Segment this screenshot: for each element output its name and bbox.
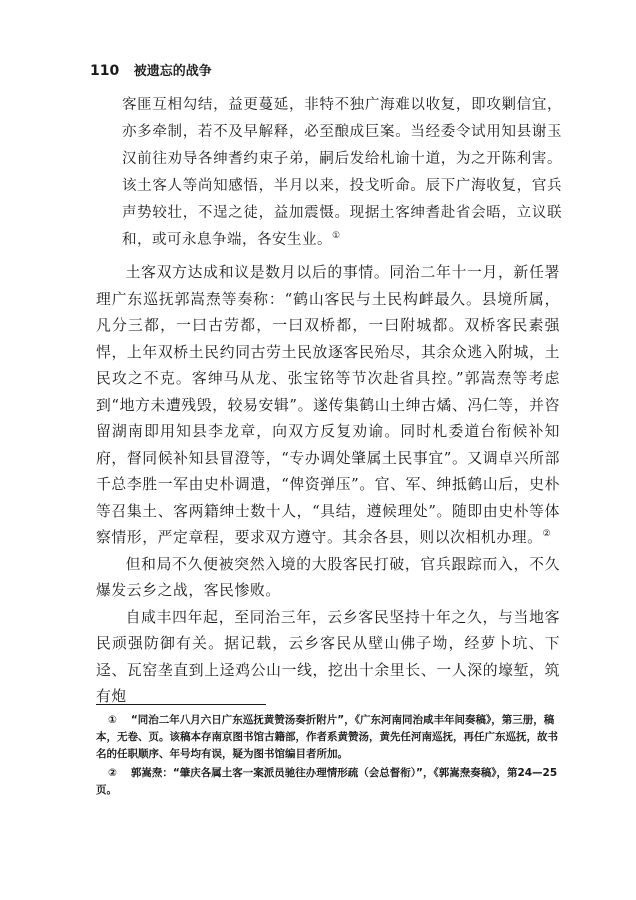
book-title: 被遗忘的战争 — [133, 64, 212, 79]
footnote-1-text: “同治二年八月六日广东巡抚黄赞汤奏折附片”，《广东河南同治咸丰年间奏稿》，第三册，稿本，无卷、页。该稿本存南京图书馆古籍部，作者系黄赞汤，黄先任河南巡抚，再任广东巡抚，故书名的任职顺序、年号均有误，疑为图书馆编目者所加。 — [96, 714, 558, 760]
paragraph-2-text: 但和局不久便被突然入境的大股客民打破，官兵跟踪而入，不久爆发云乡之战，客民惨败。 — [96, 555, 560, 599]
footnote-1 — [96, 712, 560, 763]
footnote-2-text: 郭嵩焘：“肇庆各属土客一案派员驰往办理情形疏（会总督衔）”，《郭嵩焘奏稿》，第24—25页。 — [96, 767, 558, 796]
page-number: 110 — [90, 63, 120, 79]
footnote-divider — [96, 704, 266, 705]
paragraph-1 — [96, 260, 560, 552]
paragraph-3 — [96, 605, 560, 711]
paragraph-2 — [96, 552, 560, 605]
footnote-2 — [96, 765, 560, 799]
footnotes — [96, 712, 560, 801]
paragraph-3-text: 自咸丰四年起，至同治三年，云乡客民坚持十年之久，与当地客民顽强防御有关。据记载，云乡客民从壁山佛子坳，经萝卜坑、下迳、瓦窑垄直到上迳鸡公山一线，挖出十余里长、一人深的壕堑，筑有炮 — [96, 608, 560, 705]
footnote-2-mark: ② — [108, 767, 117, 779]
block-quote — [122, 92, 562, 254]
footnote-1-mark: ① — [108, 714, 117, 726]
running-header — [90, 62, 550, 81]
footnote-ref-1: ① — [332, 231, 341, 242]
main-text — [96, 260, 560, 711]
paragraph-1-text: 土客双方达成和议是数月以后的事情。同治二年十一月，新任署理广东巡抚郭嵩焘等奏称：“鹤山客民与土民构衅最久。县境所属，凡分三都，一曰古劳都，一曰双桥都，一曰附城都。双桥客民素强悍，上年双桥土民约同古劳土民放逐客民殆尽，其余众逃入附城，土民攻之不克。客绅马从龙、张宝铭等节次赴省具控。”郭嵩焘等考虑到“地方未遭残毁，较易安辑”。遂传集鹤山土绅古燏、冯仁等，并咨留湖南即用知县李龙章，向双方反复劝谕。同时札委道台衔候补知府，督同候补知县冒澄等，“专办调处肇属土民事宜”。又调卓兴所部千总李胜一军由史朴调遣，“俾资弹压”。官、军、绅抵鹤山后，史朴等召集土、客两籍绅士数十人，“具结，遵候理处”。随即由史朴等体察情形，严定章程，要求双方遵守。其余各县，则以次相机办理。 — [96, 264, 560, 546]
quote-text: 客匪互相勾结，益更蔓延，非特不独广海难以收复，即攻剿信宜，亦多牵制，若不及早解释，必至酿成巨案。当经委令试用知县谢玉汉前往劝导各绅耆约束子弟，嗣后发给札谕十道，为之开陈利害。该土客人等尚知感悟，半月以来，投戈听命。辰下广海收复，官兵声势较壮，不逞之徒，益加震慑。现据土客绅耆赴省会晤，立议联和，或可永息争端，各安生业。 — [122, 97, 562, 248]
footnote-ref-2: ② — [542, 529, 552, 540]
